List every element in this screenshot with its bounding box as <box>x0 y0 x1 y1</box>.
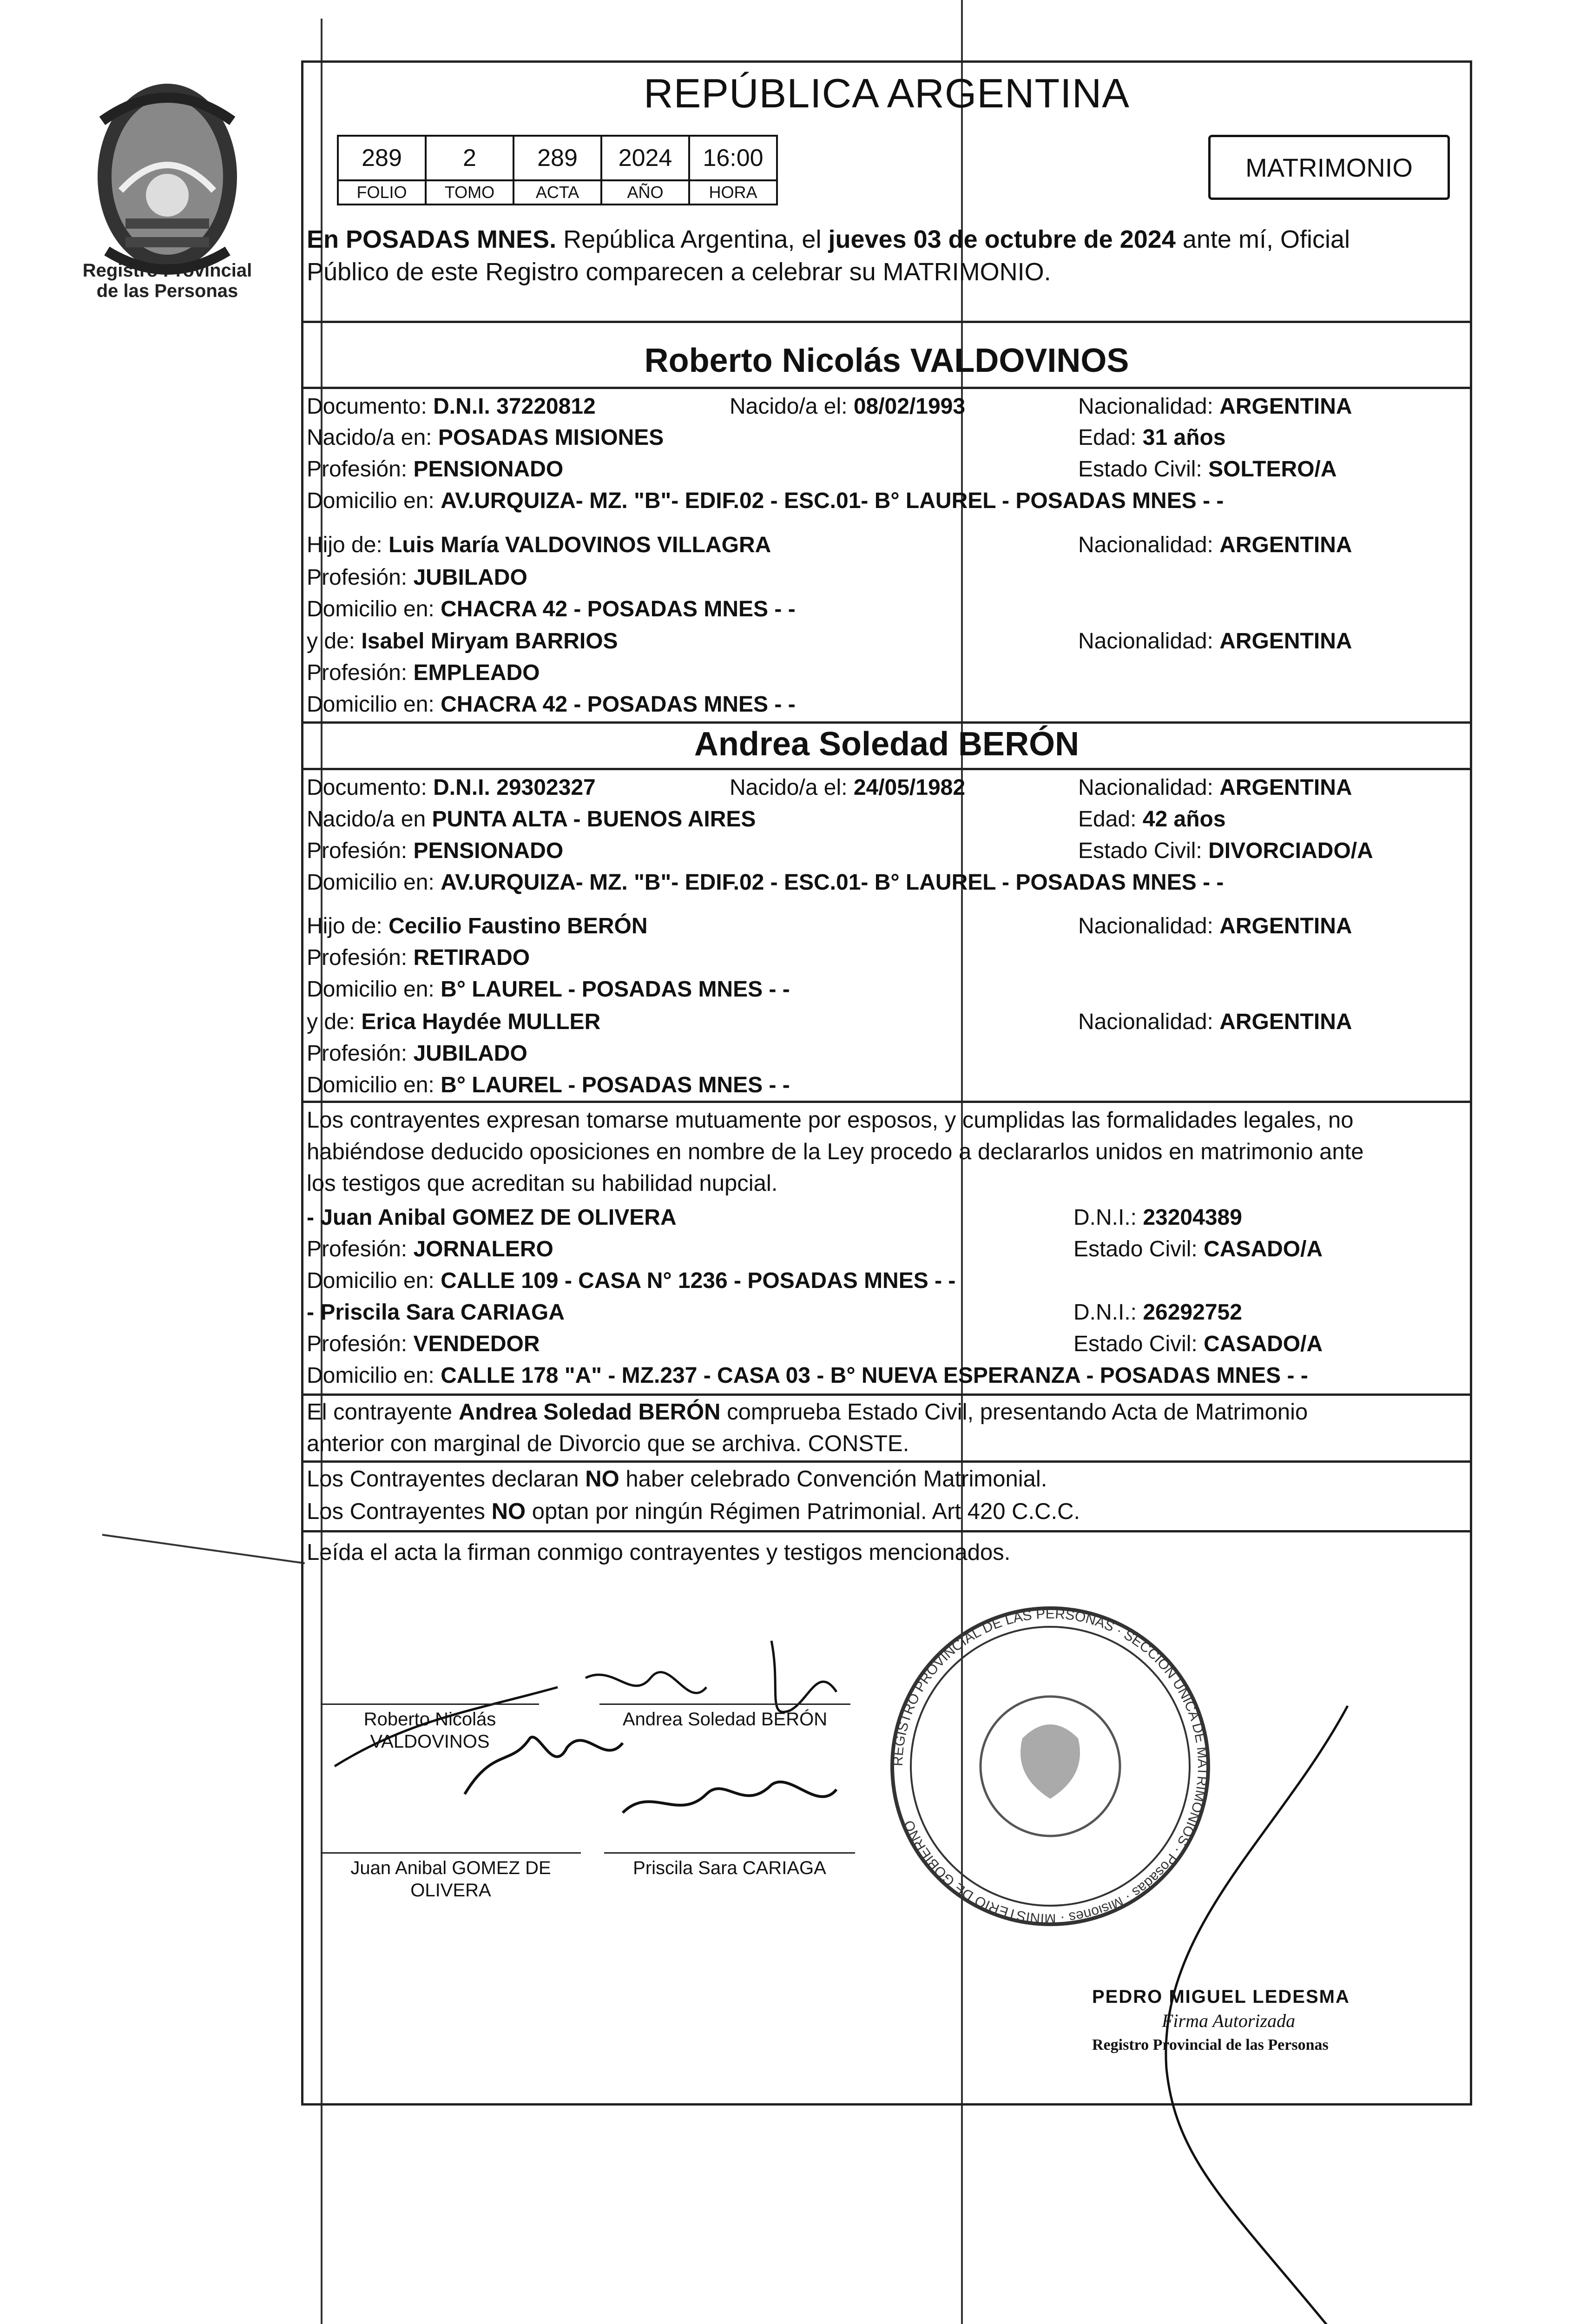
witness1-dni: D.N.I.: 23204389 <box>1073 1205 1242 1230</box>
witness2-name: - Priscila Sara CARIAGA <box>307 1300 565 1325</box>
signature-line-4 <box>604 1852 855 1854</box>
declaracion-line-1: Los contrayentes expresan tomarse mutuamente por esposos, y cumplidas las formalidades legales, no <box>307 1108 1354 1133</box>
witness2-estado-civil: Estado Civil: CASADO/A <box>1073 1332 1323 1356</box>
signature-line-1 <box>321 1703 539 1705</box>
witness2-profesion: Profesión: VENDEDOR <box>307 1332 540 1356</box>
witness1-profesion: Profesión: JORNALERO <box>307 1237 553 1261</box>
tomo-label: TOMO <box>426 180 514 205</box>
spouse2-padre: Hijo de: Cecilio Faustino BERÓN <box>307 914 648 938</box>
spouse2-padre-domicilio: Domicilio en: B° LAUREL - POSADAS MNES - - <box>307 977 790 1002</box>
witness1-estado-civil: Estado Civil: CASADO/A <box>1073 1237 1323 1261</box>
spouse2-padre-nacionalidad: Nacionalidad: ARGENTINA <box>1078 914 1352 938</box>
authorized-officer-stamp <box>1092 1985 1350 2057</box>
witness1-name: - Juan Anibal GOMEZ DE OLIVERA <box>307 1205 677 1230</box>
acta-type-box: MATRIMONIO <box>1208 135 1450 200</box>
spouse1-lugar: Nacido/a en: POSADAS MISIONES <box>307 425 664 450</box>
section-divider <box>301 1460 1472 1463</box>
spouse2-madre-profesion: Profesión: JUBILADO <box>307 1041 527 1066</box>
spouse1-edad: Edad: 31 años <box>1078 425 1226 450</box>
anio-label: AÑO <box>601 180 689 205</box>
intro-paragraph <box>307 223 1468 256</box>
intro-text: República Argentina, el <box>556 225 829 253</box>
officer-organization: Registro Provincial de las Personas <box>1092 2036 1329 2053</box>
signature-label-3: Juan Anibal GOMEZ DE OLIVERA <box>350 1858 551 1901</box>
spouse1-madre-profesion: Profesión: EMPLEADO <box>307 660 540 685</box>
section-divider <box>301 721 1472 724</box>
section-divider <box>301 1393 1472 1396</box>
spouse1-nacionalidad: Nacionalidad: ARGENTINA <box>1078 394 1352 419</box>
acta-value: 289 <box>514 136 601 180</box>
signature-line-3 <box>321 1852 581 1854</box>
intro-date: jueves 03 de octubre de 2024 <box>828 225 1176 253</box>
spouse1-padre-domicilio: Domicilio en: CHACRA 42 - POSADAS MNES - - <box>307 597 796 621</box>
cierre-text: Leída el acta la firman conmigo contrayentes y testigos mencionados. <box>307 1540 1011 1565</box>
registry-codes-table <box>337 135 778 205</box>
section-divider <box>301 387 1472 389</box>
hora-value: 16:00 <box>689 136 777 180</box>
signature-line-2 <box>599 1703 850 1705</box>
witness1-domicilio: Domicilio en: CALLE 109 - CASA N° 1236 - POSADAS MNES - - <box>307 1268 956 1293</box>
declaracion-line-3: los testigos que acreditan su habilidad nupcial. <box>307 1171 778 1196</box>
spouse2-documento: Documento: D.N.I. 29302327 <box>307 775 596 800</box>
spouse1-documento: Documento: D.N.I. 37220812 <box>307 394 596 419</box>
folio-value: 289 <box>338 136 426 180</box>
spouse2-madre-nacionalidad: Nacionalidad: ARGENTINA <box>1078 1010 1352 1034</box>
witness2-domicilio: Domicilio en: CALLE 178 "A" - MZ.237 - CASA 03 - B° NUEVA ESPERANZA - POSADAS MNES - - <box>307 1363 1308 1388</box>
officer-name: PEDRO MIGUEL LEDESMA <box>1092 1987 1350 2007</box>
section-divider <box>301 768 1472 770</box>
seal-text: REGISTRO PROVINCIAL DE LAS PERSONAS · SECCIÓN ÚNICA DE MATRIMONIOS · Posadas · Misiones · MINISTERIO DE GOBIERNO <box>890 1606 1211 1927</box>
spouse1-madre: y de: Isabel Miryam BARRIOS <box>307 629 618 654</box>
spouse1-name: Roberto Nicolás VALDOVINOS <box>644 342 1129 379</box>
intro-end: ante mí, Oficial <box>1175 225 1350 253</box>
nota-divorcio-line-1: El contrayente Andrea Soledad BERÓN comprueba Estado Civil, presentando Acta de Matrimonio <box>307 1400 1308 1425</box>
spouse2-madre-domicilio: Domicilio en: B° LAUREL - POSADAS MNES - - <box>307 1073 790 1097</box>
spouse2-nacimiento: Nacido/a el: 24/05/1982 <box>730 775 966 800</box>
spouse2-name: Andrea Soledad BERÓN <box>694 726 1080 763</box>
folio-label: FOLIO <box>338 180 426 205</box>
spouse1-domicilio: Domicilio en: AV.URQUIZA- MZ. "B"- EDIF.02 - ESC.01- B° LAUREL - POSADAS MNES - - <box>307 489 1224 513</box>
officer-role: Firma Autorizada <box>1162 2010 1296 2031</box>
section-divider <box>301 1101 1472 1103</box>
spouse1-padre-nacionalidad: Nacionalidad: ARGENTINA <box>1078 533 1352 557</box>
tomo-value: 2 <box>426 136 514 180</box>
spouse2-madre: y de: Erica Haydée MULLER <box>307 1010 601 1034</box>
signature-label-4: Priscila Sara CARIAGA <box>633 1858 826 1878</box>
declaracion-line-2: habiéndose deducido oposiciones en nombre de la Ley procedo a declararlos unidos en matrimonio ante <box>307 1139 1364 1164</box>
acta-label: ACTA <box>514 180 601 205</box>
anio-value: 2024 <box>601 136 689 180</box>
spouse2-edad: Edad: 42 años <box>1078 807 1226 832</box>
spouse2-nacionalidad: Nacionalidad: ARGENTINA <box>1078 775 1352 800</box>
spouse1-padre: Hijo de: Luis María VALDOVINOS VILLAGRA <box>307 533 771 557</box>
spouse1-madre-domicilio: Domicilio en: CHACRA 42 - POSADAS MNES - - <box>307 692 796 717</box>
signature-label-2: Andrea Soledad BERÓN <box>622 1709 828 1730</box>
convencion-text: Los Contrayentes declaran NO haber celebrado Convención Matrimonial. <box>307 1466 1047 1492</box>
spouse2-estado-civil: Estado Civil: DIVORCIADO/A <box>1078 838 1373 863</box>
spouse1-estado-civil: Estado Civil: SOLTERO/A <box>1078 457 1337 482</box>
spouse2-domicilio: Domicilio en: AV.URQUIZA- MZ. "B"- EDIF.02 - ESC.01- B° LAUREL - POSADAS MNES - - <box>307 870 1224 895</box>
logo-caption: Registro Provincial de las Personas <box>82 260 252 301</box>
regimen-text: Los Contrayentes NO optan por ningún Régimen Patrimonial. Art 420 C.C.C. <box>307 1499 1080 1524</box>
spouse1-profesion: Profesión: PENSIONADO <box>307 457 564 482</box>
intro-place: En POSADAS MNES. <box>307 225 557 253</box>
section-divider <box>301 1530 1472 1532</box>
signature-label-1: Roberto Nicolás VALDOVINOS <box>363 1709 496 1752</box>
nota-divorcio-line-2: anterior con marginal de Divorcio que se archiva. CONSTE. <box>307 1431 909 1456</box>
spouse1-madre-nacionalidad: Nacionalidad: ARGENTINA <box>1078 629 1352 654</box>
witness2-dni: D.N.I.: 26292752 <box>1073 1300 1242 1325</box>
spouse1-nacimiento: Nacido/a el: 08/02/1993 <box>730 394 966 419</box>
hora-label: HORA <box>689 180 777 205</box>
spouse1-padre-profesion: Profesión: JUBILADO <box>307 565 527 590</box>
spouse2-profesion: Profesión: PENSIONADO <box>307 838 564 863</box>
republic-title: REPÚBLICA ARGENTINA <box>644 70 1130 116</box>
scan-stroke <box>102 1534 305 1564</box>
section-divider <box>301 321 1472 323</box>
intro-line-2: Público de este Registro comparecen a celebrar su MATRIMONIO. <box>307 258 1051 286</box>
spouse2-padre-profesion: Profesión: RETIRADO <box>307 945 530 970</box>
spouse2-lugar: Nacido/a en PUNTA ALTA - BUENOS AIRES <box>307 807 756 832</box>
